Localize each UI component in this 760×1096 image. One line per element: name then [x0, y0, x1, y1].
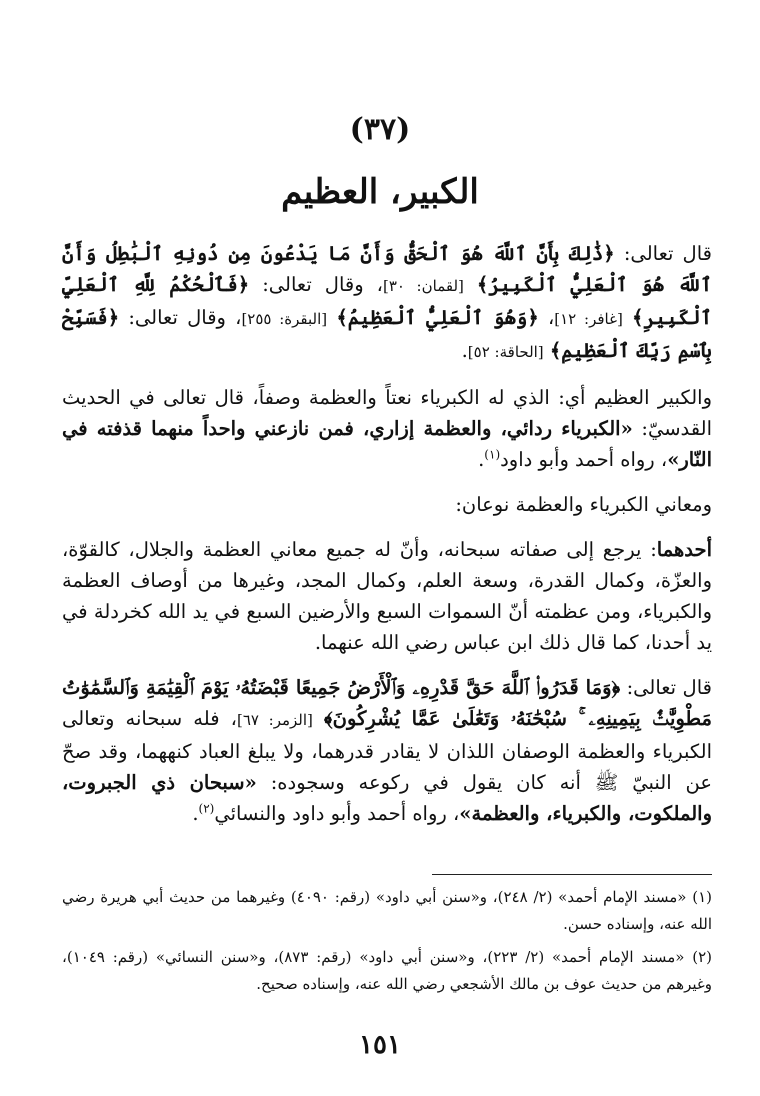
text: . — [461, 339, 468, 362]
quran-verse: ﴿فَسَبِّحْ بِٱسْمِ رَبِّكَ ٱلْعَظِيمِ﴾ — [62, 306, 712, 362]
footnote-divider — [432, 874, 712, 875]
paragraph-first-type — [62, 534, 712, 658]
text: : يرجع إلى صفاته سبحانه، وأنّ له جميع معاني العظمة والجلال، كالقوّة، والعزّة، وكمال القدرة، وسعة العلم، وكمال المجد، وغيرها من أوصاف العظمة والكبرياء، ومن عظمته أنّ السموات السبع والأرضين السبع في يد الله كخردلة في يد أحدنا، كما قال ذلك ابن عباس رضي الله عنهما. — [62, 538, 712, 654]
text: ، وقال تعالى: — [249, 273, 383, 296]
text: قال تعالى: — [620, 676, 712, 699]
lead-word: أحدهما — [656, 538, 712, 561]
paragraph-zumar-verse — [62, 672, 712, 829]
paragraph-types: ومعاني الكبرياء والعظمة نوعان: — [455, 493, 712, 516]
verse-reference: [غافر: ١٢] — [554, 310, 623, 328]
body-text — [62, 238, 712, 843]
text: ، رواه أحمد وأبو داود والنسائي — [214, 802, 460, 825]
hadith-quote: «الكبرياء ردائي، والعظمة إزاري، فمن نازعني واحداً منهما قذفته في النّار» — [62, 417, 712, 471]
text: قال تعالى: — [614, 242, 712, 265]
text: ، رواه أحمد وأبو داود — [500, 448, 668, 471]
footnote-1: (١) «مسند الإمام أحمد» (٢/ ٢٤٨)، و«سنن أبي داود» (رقم: ٤٠٩٠) وغيرهما من حديث أبي هريرة رضي الله عنه، وإسناده حسن. — [62, 888, 712, 933]
text: ، فله سبحانه وتعالى الكبرياء والعظمة الوصفان اللذان لا يقادر قدرهما، ولا يبلغ العباد كنههما، وقد صحّ عن النبيّ ﷺ أنه كان يقول في ركوعه وسجوده: — [62, 707, 713, 794]
verse-reference: [البقرة: ٢٥٥] — [241, 310, 328, 328]
verse-reference: [لقمان: ٣٠] — [382, 277, 464, 295]
quran-verse: ﴿ذَٰلِكَ بِأَنَّ ٱللَّهَ هُوَ ٱلْحَقُّ وَأَنَّ مَا يَدْعُونَ مِن دُونِهِ ٱلْبَٰطِلُ وَأَنَّ ٱللَّهَ هُوَ ٱلْعَلِيُّ ٱلْكَبِيرُ﴾ — [62, 242, 712, 296]
footnote-marker: (٢) — [198, 801, 215, 816]
paragraph-definition — [62, 382, 712, 475]
verse-reference: [الحاقة: ٥٢] — [467, 343, 544, 361]
text: . — [478, 448, 485, 471]
text: . — [192, 802, 199, 825]
verse-reference: [الزمر: ٦٧] — [236, 711, 313, 729]
text: والكبير العظيم أي: الذي له الكبرياء نعتاً والعظمة وصفاً، قال تعالى في الحديث القدسيّ: — [62, 386, 712, 440]
chapter-title: الكبير، العظيم — [281, 172, 479, 212]
footnotes — [62, 884, 712, 1004]
quran-verse: ﴿وَمَا قَدَرُوا۟ ٱللَّهَ حَقَّ قَدْرِهِۦ وَٱلْأَرْضُ جَمِيعًا قَبْضَتُهُۥ يَوْمَ ٱلْقِيَٰمَةِ وَٱلسَّمَٰوَٰتُ مَطْوِيَّٰتٌۢ بِيَمِينِهِۦ ۚ سُبْحَٰنَهُۥ وَتَعَٰلَىٰ عَمَّا يُشْرِكُونَ﴾ — [62, 676, 712, 730]
footnote-marker: (١) — [484, 447, 501, 462]
text: ، — [538, 306, 555, 329]
footnote-2: (٢) «مسند الإمام أحمد» (٢/ ٢٢٣)، و«سنن أبي داود» (رقم: ٨٧٣)، و«سنن النسائي» (رقم: ١٠٤٩)، وغيرهم من حديث عوف بن مالك الأشجعي رضي الله عنه، وإسناده صحيح. — [62, 948, 712, 993]
quran-verse: ﴿فَٱلْحُكْمُ لِلَّهِ ٱلْعَلِيِّ ٱلْكَبِيرِ﴾ — [62, 273, 712, 329]
quran-verse: ﴿وَهُوَ ٱلْعَلِيُّ ٱلْعَظِيمُ﴾ — [336, 306, 539, 329]
paragraph-verses — [62, 238, 712, 368]
chapter-number: (٣٧) — [349, 112, 411, 147]
page-number: ١٥١ — [359, 1030, 401, 1060]
hadith-quote: «سبحان ذي الجبروت، والملكوت، والكبرياء، والعظمة» — [62, 771, 712, 825]
text: ، وقال تعالى: — [119, 306, 242, 329]
